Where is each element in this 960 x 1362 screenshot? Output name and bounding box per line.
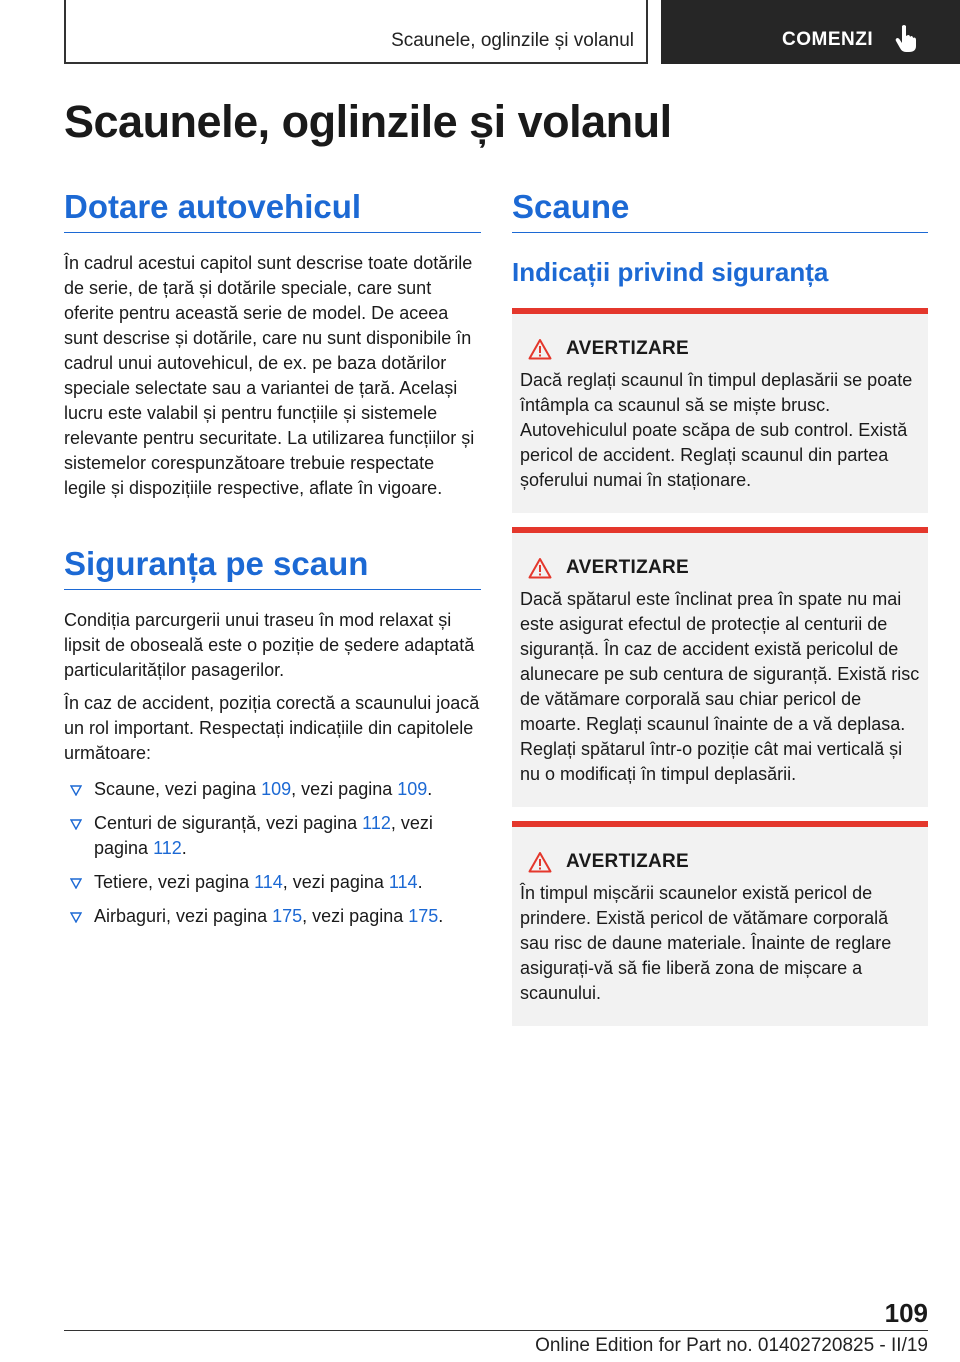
warning-triangle-icon <box>528 557 552 579</box>
triangle-bullet-icon <box>70 878 82 889</box>
warning-label: AVERTIZARE <box>566 338 689 360</box>
heading-siguranta: Siguranța pe scaun <box>64 545 481 590</box>
footer-divider <box>64 1330 928 1331</box>
heading-scaune: Scaune <box>512 188 928 233</box>
header-section-title: Scaunele, oglinzile și volanul <box>391 30 634 51</box>
page-link[interactable]: 109 <box>261 778 292 799</box>
triangle-bullet-icon <box>70 785 82 796</box>
page-link[interactable]: 175 <box>408 905 439 926</box>
warning-box <box>512 527 928 807</box>
warning-label: AVERTIZARE <box>566 851 689 873</box>
list-item: Airbaguri, vezi pagina 175, vezi pagina 175. <box>64 904 481 929</box>
triangle-bullet-icon <box>70 912 82 923</box>
page-link[interactable]: 114 <box>254 871 283 892</box>
warning-text: În timpul mișcării scaunelor există pericol de prindere. Există pericol de vătămare corporală sau risc de daune materiale. Înainte de reglare asigurați-vă să fie liberă zona de mișcare a scaunului. <box>520 883 892 1004</box>
warning-triangle-icon <box>528 338 552 360</box>
reference-list <box>64 777 481 929</box>
left-column <box>64 188 481 938</box>
warning-text: Dacă reglați scaunul în timpul deplasării se poate întâmpla ca scaunul să se miște brusc. Autovehiculul poate scăpa de sub control. Există pericol de accident. Reglați scaunul din partea șoferului numai în staționare. <box>520 370 913 491</box>
page-link[interactable]: 112 <box>153 837 182 858</box>
header-tab-comenzi[interactable] <box>661 0 960 64</box>
subheading-indicatii: Indicații privind siguranța <box>512 256 829 287</box>
page-link[interactable]: 175 <box>272 905 303 926</box>
warning-box <box>512 821 928 1026</box>
siguranta-p1: Condiția parcurgerii unui traseu în mod relaxat și lipsit de oboseală este o poziție de ședere adaptată particularităților pasagerilor. <box>64 609 475 680</box>
header-section-box <box>64 0 648 64</box>
siguranta-p2: În caz de accident, poziția corectă a scaunului joacă un rol important. Respectați indicațiile din capitolele următoare: <box>64 692 480 763</box>
page-title: Scaunele, oglinzile și volanul <box>64 96 672 147</box>
warning-triangle-icon <box>528 851 552 873</box>
header-tab-label: COMENZI <box>782 29 874 50</box>
page-link[interactable]: 112 <box>362 812 391 833</box>
list-item: Centuri de siguranță, vezi pagina 112, vezi pagina 112. <box>64 811 481 861</box>
right-column <box>512 188 928 1026</box>
list-item: Tetiere, vezi pagina 114, vezi pagina 114. <box>64 870 481 895</box>
page-link[interactable]: 114 <box>388 871 418 892</box>
pointing-hand-icon <box>894 24 920 54</box>
warning-label: AVERTIZARE <box>566 557 689 579</box>
page-number: 109 <box>884 1298 928 1328</box>
edition-note: Online Edition for Part no. 01402720825 - II/19 <box>535 1335 928 1356</box>
warning-text: Dacă spătarul este înclinat prea în spate nu mai este asigurat efectul de protecție al centurii de siguranță. În caz de accident există pericolul de alunecare pe sub centura de siguranță. Există risc de vătămare corporală sau chiar pericol de moarte. Reglați scaunul înainte de a vă deplasa. Reglați spătarul într-o poziție cât mai verticală și nu o modificați în timpul deplasării. <box>520 589 920 785</box>
heading-dotare: Dotare autovehicul <box>64 188 481 233</box>
list-item: Scaune, vezi pagina 109, vezi pagina 109. <box>64 777 481 802</box>
page-link[interactable]: 109 <box>397 778 428 799</box>
triangle-bullet-icon <box>70 819 82 830</box>
warning-box <box>512 308 928 513</box>
dotare-body: În cadrul acestui capitol sunt descrise toate dotările de serie, de țară și dotările speciale, care sunt oferite pentru această serie de model. De aceea sunt descrise și dotările, care nu sunt disponibile în cadrul unui autovehicul, de ex. pe baza dotărilor speciale selectate sau a variantei de țară. Același lucru este valabil și pentru funcțiile și sistemele relevante pentru securitate. La utilizarea funcțiilor și sistemelor corespunzătoare trebuie respectate legile și dispozițiile respective, aflate în vigoare. <box>64 252 475 498</box>
